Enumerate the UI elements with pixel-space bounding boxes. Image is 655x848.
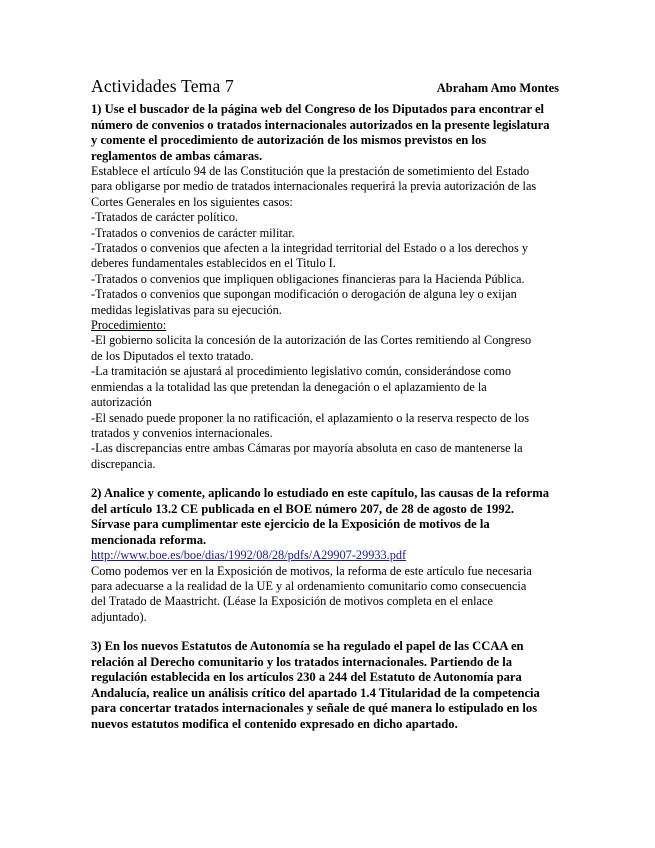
procedure-line: tratados y convenios internacionales. [91,425,273,440]
answer-2-line: Como podemos ver en la Exposición de motivos, la reforma de este artículo fue necesaria [91,563,532,578]
question-3-line: relación al Derecho comunitario y los tratados internacionales. Partiendo de la [91,654,513,669]
answer-1-line: -Tratados de carácter político. [91,210,239,225]
answer-1-line: -Tratados o convenios que supongan modificación o derogación de alguna ley o exijan [91,287,517,302]
procedure-line: -El gobierno solicita la concesión de la autorización de las Cortes remitiendo al Congreso [91,333,532,348]
answer-1-line: Establece el artículo 94 de las Constitución que la prestación de sometimiento del Estado [91,164,530,178]
question-3-line: para concertar tratados internacionales y señale de qué manera lo estipulado en los [91,701,538,716]
answer-2-line: adjuntado). [91,609,147,624]
answer-1-line: medidas legislativas para su ejecución. [91,302,282,317]
procedure-heading: Procedimiento: [91,318,167,333]
procedure-line: de los Diputados el texto tratado. [91,348,254,363]
answer-1-line: Cortes Generales en los siguientes casos: [91,194,293,209]
answer-1 [91,164,565,472]
answer-1-line: para obligarse por medio de tratados internacionales requerirá la previa autorización de las [91,179,537,194]
question-1 [91,102,565,164]
document-page [91,76,565,732]
procedure-line: discrepancia. [91,456,156,471]
question-1-line: número de convenios o tratados internacionales autorizados en la presente legislatura [91,117,550,132]
answer-2-line: del Tratado de Maastricht. (Léase la Exposición de motivos completa en el enlace [91,594,493,609]
procedure-line: enmiendas a la totalidad las que pretendan la denegación o el aplazamiento de la [91,379,487,394]
question-2-line: Sírvase para cumplimentar este ejercicio de la Exposición de motivos de la [91,517,490,532]
question-1-line: reglamentos de ambas cámaras. [91,148,263,163]
paragraph-gap [91,625,565,639]
question-3-line: 3) En los nuevos Estatutos de Autonomía se ha regulado el papel de las CCAA en [91,639,524,654]
author-name: Abraham Amo Montes [436,81,559,95]
answer-1-line: -Tratados o convenios que impliquen obligaciones financieras para la Hacienda Pública. [91,271,525,286]
question-1-line: 1) Use el buscador de la página web del Congreso de los Diputados para encontrar el [91,102,545,116]
answer-1-line: -Tratados o convenios de carácter militar. [91,225,295,240]
question-3-line: nuevos estatutos modifica el contenido expresado en dicho apartado. [91,716,458,731]
procedure-line: -La tramitación se ajustará al procedimiento legislativo común, considerándose como [91,364,512,379]
boe-pdf-link[interactable]: http://www.boe.es/boe/dias/1992/08/28/pdfs/A29907-29933.pdf [91,548,407,563]
question-3 [91,639,565,732]
question-3-line: regulación establecida en los artículos 230 a 244 del Estatuto de Autonomía para [91,670,522,685]
paragraph-gap [91,472,565,486]
document-header [91,76,565,98]
procedure-line: autorización [91,395,152,410]
answer-1-line: deberes fundamentales establecidos en el Titulo I. [91,256,336,271]
answer-2-line: para adecuarse a la realidad de la UE y al ordenamiento comunitario como consecuencia [91,578,527,593]
question-3-line: Andalucía, realice un análisis crítico del apartado 1.4 Titularidad de la competencia [91,685,540,700]
question-1-line: y comente el procedimiento de autorización de los mismos previstos en los [91,133,487,147]
procedure-line: -El senado puede proponer la no ratificación, el aplazamiento o la reserva respecto de los [91,410,530,425]
procedure-line: -Las discrepancias entre ambas Cámaras por mayoría absoluta en caso de mantenerse la [91,441,523,456]
answer-1-line: -Tratados o convenios que afecten a la integridad territorial del Estado o a los derechos y [91,241,528,256]
question-2-line: mencionada reforma. [91,532,207,547]
question-2-line: del artículo 13.2 CE publicada en el BOE número 207, de 28 de agosto de 1992. [91,501,515,516]
question-2 [91,486,565,548]
question-2-line: 2) Analice y comente, aplicando lo estudiado en este capítulo, las causas de la reforma [91,486,550,501]
answer-2 [91,548,565,625]
document-title: Actividades Tema 7 [91,76,234,96]
